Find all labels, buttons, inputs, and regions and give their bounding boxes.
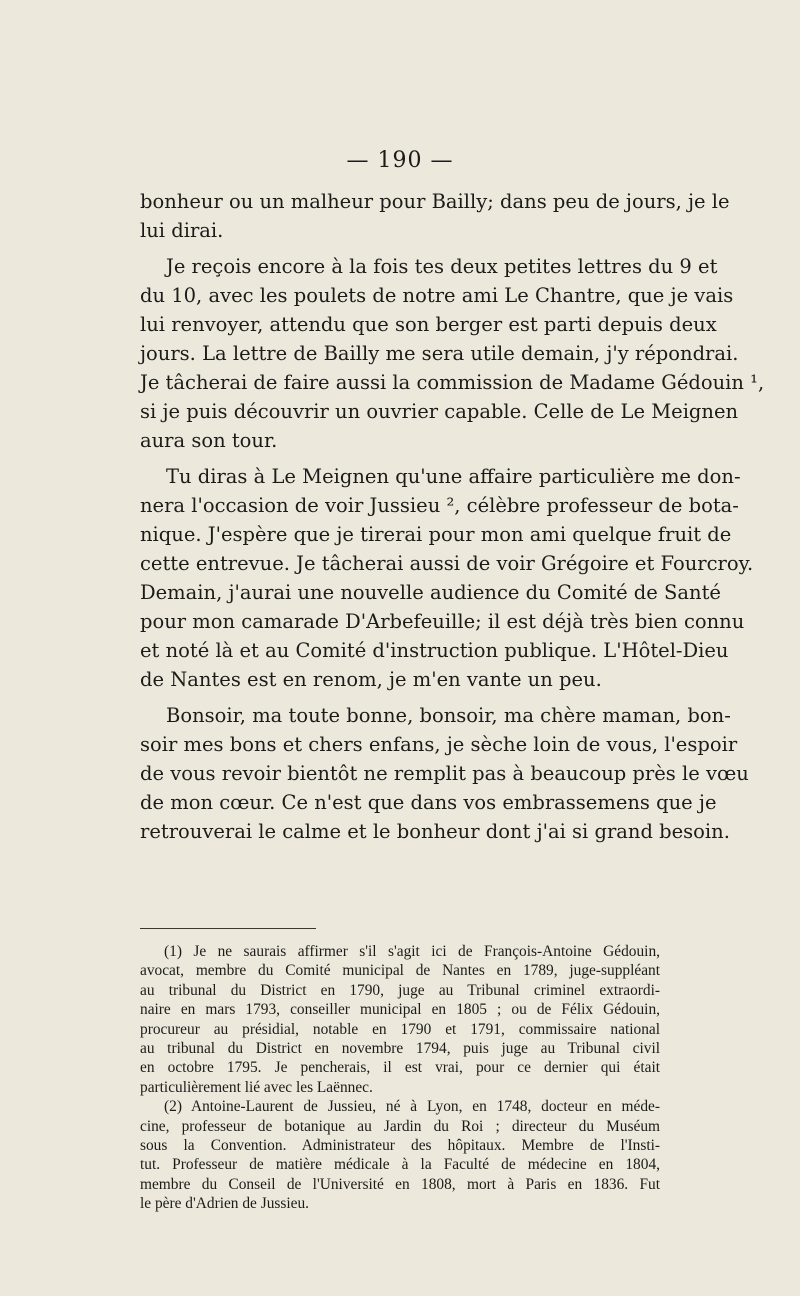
footnote-line: en octobre 1795. Je pencherais, il est vrai, pour ce dernier qui était: [140, 1059, 660, 1077]
text-line: retrouverai le calme et le bonheur dont j'ai si grand besoin.: [140, 820, 730, 843]
footnote-2: [140, 1097, 660, 1213]
footnote-line: au tribunal du District en novembre 1794, puis juge au Tribunal civil: [140, 1040, 660, 1058]
text-line: du 10, avec les poulets de notre ami Le Chantre, que je vais: [140, 284, 734, 307]
footnote-line: membre du Conseil de l'Université en 1808, mort à Paris en 1836. Fut: [140, 1175, 660, 1193]
footnotes: [140, 942, 660, 1214]
footnote-line: tut. Professeur de matière médicale à la Faculté de médecine en 1804,: [140, 1156, 660, 1174]
text-line: de mon cœur. Ce n'est que dans vos embrassemens que je: [140, 791, 717, 814]
footnote-line: le père d'Adrien de Jussieu.: [140, 1195, 310, 1213]
text-line: aura son tour.: [140, 429, 278, 452]
text-line: Bonsoir, ma toute bonne, bonsoir, ma chère maman, bon-: [166, 704, 731, 727]
footnote-line: avocat, membre du Comité municipal de Nantes en 1789, juge-suppléant: [140, 962, 660, 980]
text-line: cette entrevue. Je tâcherai aussi de voir Grégoire et Fourcroy.: [140, 552, 754, 575]
text-line: Demain, j'aurai une nouvelle audience du Comité de Santé: [140, 581, 721, 604]
text-line: de Nantes est en renom, je m'en vante un peu.: [140, 668, 602, 691]
footnote-line: (2) Antoine-Laurent de Jussieu, né à Lyon, en 1748, docteur en méde-: [164, 1098, 660, 1116]
text-line: nera l'occasion de voir Jussieu ², célèbre professeur de bota-: [140, 494, 739, 517]
text-line: Tu diras à Le Meignen qu'une affaire particulière me don-: [166, 465, 741, 488]
text-line: pour mon camarade D'Arbefeuille; il est déjà très bien connu: [140, 610, 745, 633]
page-number: — 190 —: [346, 148, 454, 173]
text-line: Je reçois encore à la fois tes deux petites lettres du 9 et: [166, 255, 718, 278]
text-line: bonheur ou un malheur pour Bailly; dans peu de jours, je le: [140, 190, 730, 213]
footnote-line: cine, professeur de botanique au Jardin du Roi ; directeur du Muséum: [140, 1117, 660, 1135]
text-line: Je tâcherai de faire aussi la commission de Madame Gédouin ¹,: [140, 371, 765, 394]
paragraph: [140, 252, 765, 455]
text-line: de vous revoir bientôt ne remplit pas à beaucoup près le vœu: [140, 762, 749, 785]
paragraph: [140, 187, 730, 245]
footnote-line: particulièrement lié avec les Laënnec.: [140, 1078, 373, 1096]
text-line: lui renvoyer, attendu que son berger est parti depuis deux: [140, 313, 717, 336]
footnote-line: naire en mars 1793, conseiller municipal en 1805 ; ou de Félix Gédouin,: [140, 1001, 660, 1019]
footnote-separator: [140, 928, 316, 929]
text-line: si je puis découvrir un ouvrier capable. Celle de Le Meignen: [140, 400, 739, 423]
text-line: lui dirai.: [140, 219, 224, 242]
footnote-line: au tribunal du District en 1790, juge au Tribunal criminel extraordi-: [140, 981, 660, 999]
text-line: soir mes bons et chers enfans, je sèche loin de vous, l'espoir: [140, 733, 738, 756]
paragraph: [140, 462, 754, 694]
footnote-line: sous la Convention. Administrateur des hôpitaux. Membre de l'Insti-: [140, 1137, 660, 1155]
footnote-1: [140, 942, 660, 1097]
footnote-line: procureur au présidial, notable en 1790 et 1791, commissaire national: [140, 1020, 660, 1038]
text-line: et noté là et au Comité d'instruction publique. L'Hôtel-Dieu: [140, 639, 729, 662]
paragraph: [140, 701, 749, 846]
footnote-line: (1) Je ne saurais affirmer s'il s'agit ici de François-Antoine Gédouin,: [164, 943, 660, 960]
text-line: jours. La lettre de Bailly me sera utile demain, j'y répondrai.: [140, 342, 739, 365]
body-text: [140, 187, 765, 853]
text-line: nique. J'espère que je tirerai pour mon ami quelque fruit de: [140, 523, 732, 546]
